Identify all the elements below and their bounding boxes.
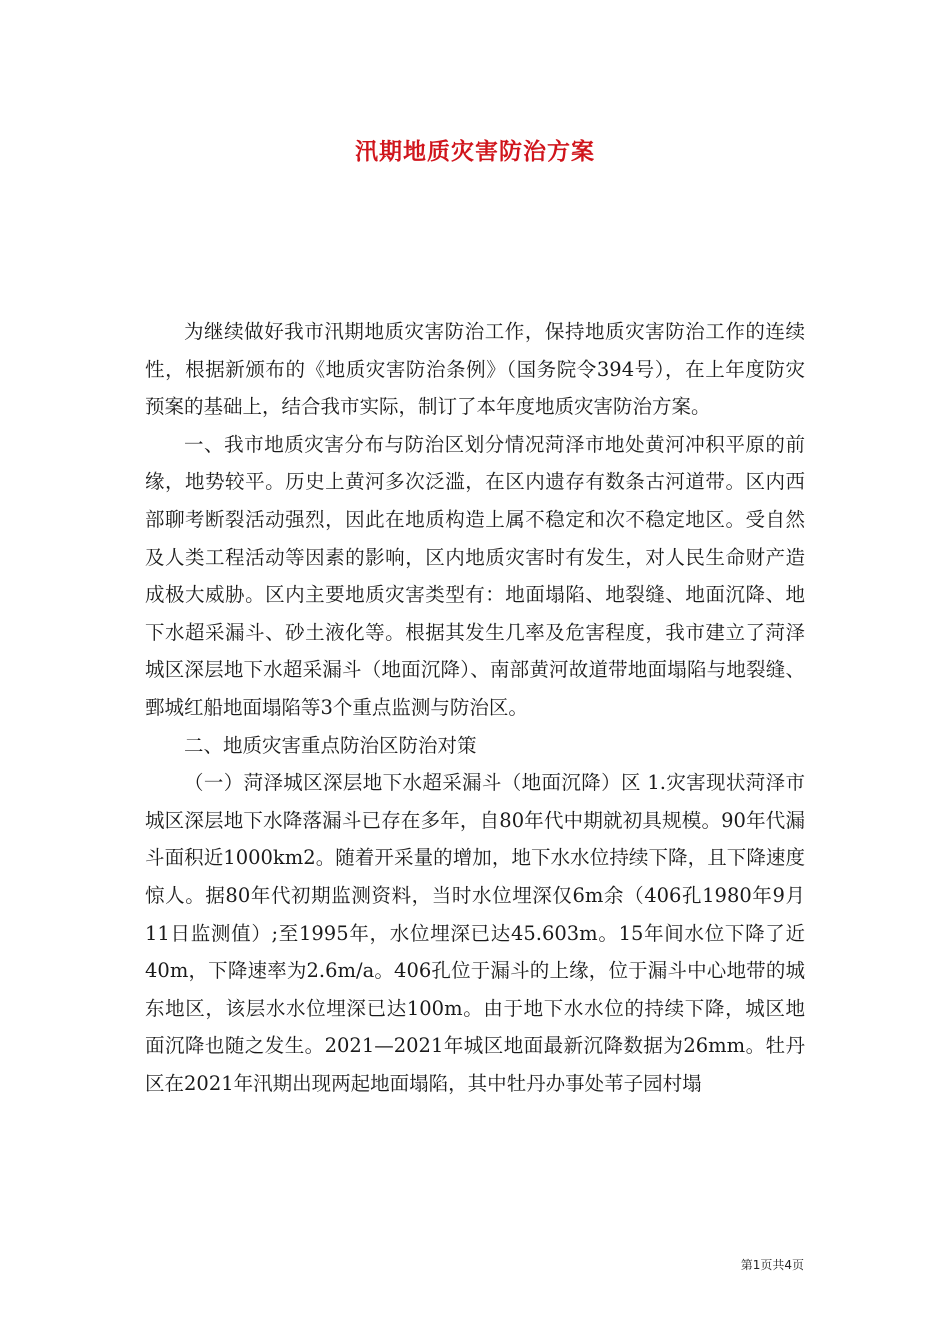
page-number: 第1页共4页 [740, 1258, 804, 1272]
paragraph-intro: 为继续做好我市汛期地质灾害防治工作，保持地质灾害防治工作的连续性，根据新颁布的《地质灾害防治条例》（国务院令394号），在上年度防灾预案的基础上，结合我市实际，制订了本年度地质灾害防治方案。 [145, 320, 805, 419]
paragraph-subsection-1: （一）菏泽城区深层地下水超采漏斗（地面沉降）区 1.灾害现状菏泽市城区深层地下水降落漏斗已存在多年，自80年代中期就初具规模。90年代漏斗面积近1000km2。随着开采量的增加，地下水水位持续下降，且下降速度惊人。据80年代初期监测资料，当时水位埋深仅6m余（406孔1980年9月11日监测值）;至1995年，水位埋深已达45.603m。15年间水位下降了近40m，下降速率为2.6m/a。406孔位于漏斗的上缘，位于漏斗中心地带的城东地区，该层水水位埋深已达100m。由于地下水水位的持续下降，城区地面沉降也随之发生。2021—2021年城区地面最新沉降数据为26mm。牡丹区在2021年汛期出现两起地面塌陷，其中牡丹办事处苇子园村塌 [145, 771, 805, 1095]
paragraph-section-2-heading: 二、地质灾害重点防治区防治对策 [184, 733, 477, 757]
document-body [145, 313, 805, 1102]
paragraph-section-1: 一、我市地质灾害分布与防治区划分情况菏泽市地处黄河冲积平原的前缘，地势较平。历史上黄河多次泛滥，在区内遗存有数条古河道带。区内西部聊考断裂活动强烈，因此在地质构造上属不稳定和次不稳定地区。受自然及人类工程活动等因素的影响，区内地质灾害时有发生，对人民生命财产造成极大威胁。区内主要地质灾害类型有：地面塌陷、地裂缝、地面沉降、地下水超采漏斗、砂土液化等。根据其发生几率及危害程度，我市建立了菏泽城区深层地下水超采漏斗（地面沉降）、南部黄河故道带地面塌陷与地裂缝、鄄城红船地面塌陷等3个重点监测与防治区。 [145, 432, 805, 719]
document-title: 汛期地质灾害防治方案 [355, 138, 595, 165]
